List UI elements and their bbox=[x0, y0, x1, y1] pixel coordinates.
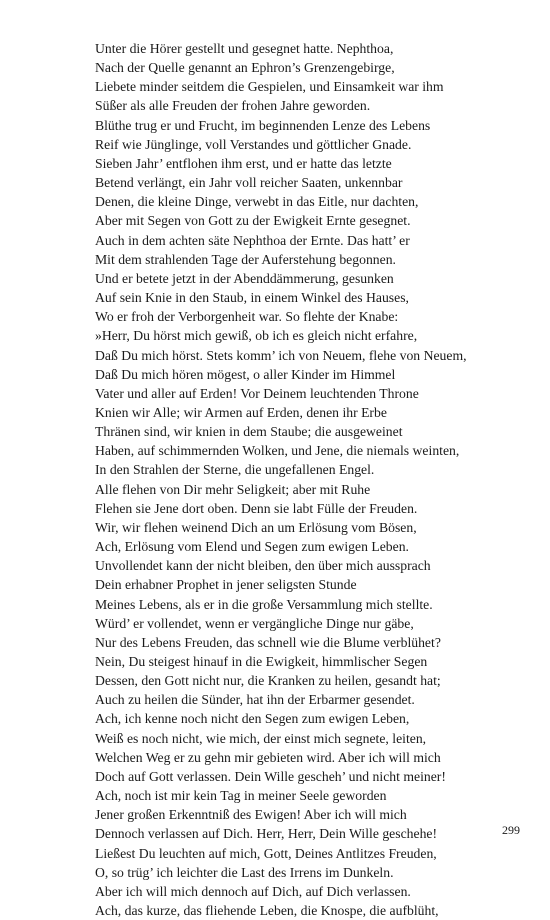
text-line: Ach, ich kenne noch nicht den Segen zum ewigen Leben, bbox=[95, 711, 410, 727]
text-line: Meines Lebens, als er in die große Versammlung mich stellte. bbox=[95, 596, 433, 612]
text-line: Auch in dem achten säte Nephthoa der Ernte. Das hatt’ er bbox=[95, 232, 410, 248]
text-line: Wir, wir flehen weinend Dich an um Erlösung vom Bösen, bbox=[95, 519, 417, 535]
text-line: In den Strahlen der Sterne, die ungefallenen Engel. bbox=[95, 462, 375, 478]
text-line: Ließest Du leuchten auf mich, Gott, Deines Antlitzes Freuden, bbox=[95, 845, 437, 861]
text-line: Nur des Lebens Freuden, das schnell wie die Blume verblühet? bbox=[95, 634, 441, 650]
text-line: Nach der Quelle genannt an Ephron’s Grenzengebirge, bbox=[95, 60, 395, 76]
text-line: Reif wie Jünglinge, voll Verstandes und göttlicher Gnade. bbox=[95, 136, 412, 152]
text-line: Thränen sind, wir knien in dem Staube; die ausgeweinet bbox=[95, 424, 403, 440]
text-line: Welchen Weg er zu gehn mir gebieten wird. Aber ich will mich bbox=[95, 749, 441, 765]
text-line: Unter die Hörer gestellt und gesegnet hatte. Nephthoa, bbox=[95, 41, 394, 56]
text-line: Mit dem strahlenden Tage der Auferstehung begonnen. bbox=[95, 251, 396, 267]
text-line: Und er betete jetzt in der Abenddämmerung, gesunken bbox=[95, 270, 394, 286]
text-line: O, so trüg’ ich leichter die Last des Irrens im Dunkeln. bbox=[95, 864, 394, 880]
text-line: Haben, auf schimmernden Wolken, und Jene, die niemals weinten, bbox=[95, 443, 460, 459]
text-line: Daß Du mich hörst. Stets komm’ ich von Neuem, flehe von Neuem, bbox=[95, 347, 467, 363]
text-line: Sieben Jahr’ entflohen ihm erst, und er hatte das letzte bbox=[95, 155, 392, 171]
text-line: Betend verlängt, ein Jahr voll reicher Saaten, unkennbar bbox=[95, 175, 403, 191]
text-line: Auch zu heilen die Sünder, hat ihn der Erbarmer gesendet. bbox=[95, 692, 415, 708]
text-line: »Herr, Du hörst mich gewiß, ob ich es gleich nicht erfahre, bbox=[95, 328, 418, 344]
text-line: Ach, das kurze, das fliehende Leben, die Knospe, die aufblüht, bbox=[95, 903, 439, 919]
text-line: Blüthe trug er und Frucht, im beginnenden Lenze des Lebens bbox=[95, 117, 431, 133]
text-line: Liebete minder seitdem die Gespielen, und Einsamkeit war ihm bbox=[95, 79, 444, 95]
text-line: Dessen, den Gott nicht nur, die Kranken zu heilen, gesandt hat; bbox=[95, 673, 441, 689]
text-line: Würd’ er vollendet, wenn er vergängliche Dinge nur gäbe, bbox=[95, 615, 414, 631]
text-line: Süßer als alle Freuden der frohen Jahre geworden. bbox=[95, 98, 371, 114]
text-line: Weiß es noch nicht, wie mich, der einst mich segnete, leiten, bbox=[95, 730, 427, 746]
text-line: Knien wir Alle; wir Armen auf Erden, denen ihr Erbe bbox=[95, 404, 387, 420]
poem-text bbox=[95, 39, 525, 920]
text-line: Aber ich will mich dennoch auf Dich, auf Dich verlassen. bbox=[95, 883, 411, 899]
text-line: Alle flehen von Dir mehr Seligkeit; aber mit Ruhe bbox=[95, 481, 371, 497]
text-line: Nein, Du steigest hinauf in die Ewigkeit, himmlischer Segen bbox=[95, 654, 428, 669]
text-line: Ach, noch ist mir kein Tag in meiner Seele geworden bbox=[95, 788, 387, 804]
text-line: Auf sein Knie in den Staub, in einem Winkel des Hauses, bbox=[95, 290, 409, 306]
text-line: Unvollendet kann der nicht bleiben, den über mich aussprach bbox=[95, 558, 431, 574]
text-line: Vater und aller auf Erden! Vor Deinem leuchtenden Throne bbox=[95, 385, 419, 401]
text-line: Doch auf Gott verlassen. Dein Wille gescheh’ und nicht meiner! bbox=[95, 768, 446, 784]
text-line: Wo er froh der Verborgenheit war. So flehte der Knabe: bbox=[95, 309, 399, 325]
text-line: Daß Du mich hören mögest, o aller Kinder im Himmel bbox=[95, 366, 396, 382]
text-line: Ach, Erlösung vom Elend und Segen zum ewigen Leben. bbox=[95, 539, 409, 555]
text-line: Dein erhabner Prophet in jener seligsten Stunde bbox=[95, 577, 357, 593]
text-line: Dennoch verlassen auf Dich. Herr, Herr, Dein Wille geschehe! bbox=[95, 826, 438, 842]
text-line: Denen, die kleine Dinge, verwebt in das Eitle, nur dachten, bbox=[95, 194, 419, 210]
page-number: 299 bbox=[502, 823, 520, 837]
text-line: Aber mit Segen von Gott zu der Ewigkeit Ernte gesegnet. bbox=[95, 213, 411, 229]
text-line: Flehen sie Jene dort oben. Denn sie labt Fülle der Freuden. bbox=[95, 500, 418, 516]
text-line: Jener großen Erkenntniß des Ewigen! Aber ich will mich bbox=[95, 807, 407, 823]
